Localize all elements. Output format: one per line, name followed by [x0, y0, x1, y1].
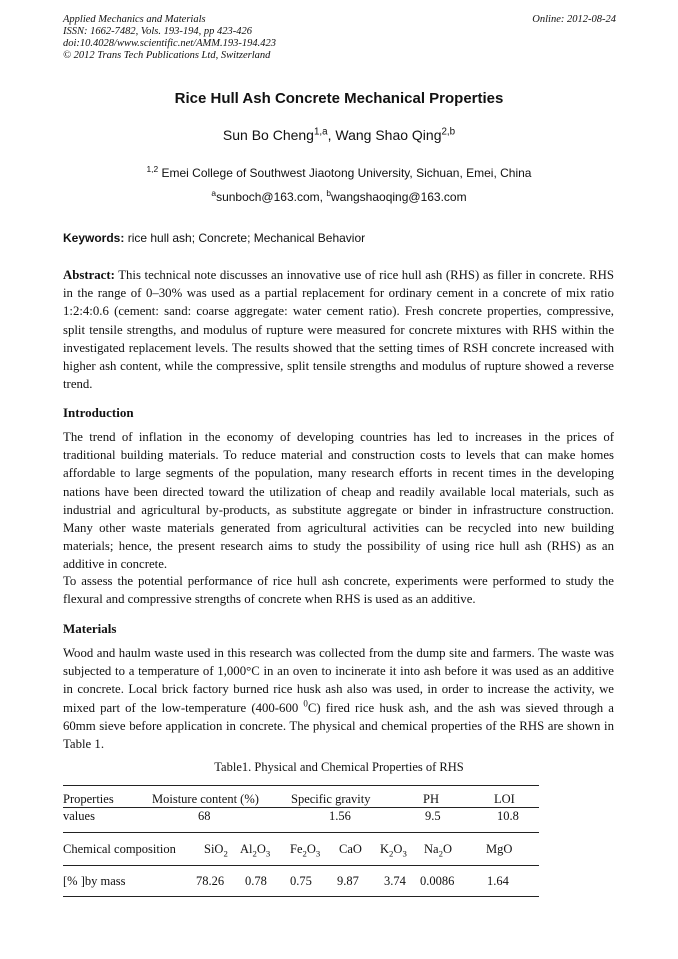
email-a: sunboch@163.com,	[216, 190, 327, 204]
keywords-label: Keywords:	[63, 231, 125, 245]
na2o-base-2: O	[442, 842, 452, 856]
materials-heading: Materials	[63, 621, 117, 636]
table-bottom-rule	[63, 896, 539, 897]
fe2o3-sub-1: 2	[302, 848, 307, 859]
affiliation	[0, 166, 678, 180]
introduction-heading: Introduction	[63, 405, 134, 420]
table-cell-na2o	[424, 842, 452, 857]
copyright-line: © 2012 Trans Tech Publications Ltd, Switzerland	[63, 50, 271, 61]
materials-degree-sup: 0	[303, 698, 308, 709]
fe2o3-base-2: O	[306, 842, 316, 856]
paper-title: Rice Hull Ash Concrete Mechanical Properties	[174, 90, 504, 107]
al2o3-base-2: O	[256, 842, 266, 856]
table-cell-mass-mgo: 1.64	[487, 874, 509, 888]
table-cell-mass-na2o: 0.0086	[420, 874, 455, 888]
k2o3-base-2: O	[393, 842, 403, 856]
sio2-base: SiO	[204, 842, 224, 856]
journal-name: Applied Mechanics and Materials	[63, 14, 206, 25]
k2o3-base-1: K	[380, 842, 390, 856]
abstract-label: Abstract:	[63, 268, 115, 282]
abstract-text: This technical note discusses an innovative use of rice hull ash (RHS) as filler in concrete. RHS in the range of 0–30% was used as a partial replacement for ordinary cement in a concrete of mix ratio 1:2:4:0.6 (cement: sand: coarse aggregate: water cement ratio). Fresh concrete properties, compressive, split tensile strengths, and modulus of rupture were measured for concrete mixtures with RHS within the investigated replacement levels. The results showed that the setting times of RSH concrete increased with higher ash content, while the compressive, split tensile strengths and modulus of rupture showed a reverse trend.	[63, 268, 614, 392]
online-date: Online: 2012-08-24	[532, 14, 616, 25]
al2o3-sub-2: 3	[265, 848, 271, 859]
table-cell-loi: 10.8	[497, 809, 519, 823]
k2o3-sub-1: 2	[389, 848, 394, 859]
author-1: Sun Bo Cheng	[222, 127, 314, 143]
k2o3-sub-2: 3	[402, 848, 407, 859]
keywords	[63, 231, 365, 245]
table-header-loi: LOI	[494, 792, 515, 806]
author-1-sup: 1,a	[313, 126, 328, 138]
materials-text-1: Wood and haulm waste used in this research was collected from the dump site and farmers. The waste was subjected to a temperature of 1,000°C in an oven to incinerate it into ash before it was used as an additive in concrete. Local brick factory burned rice husk ash also was used, in order to increase the activity, we mixed part of the low-temperature (400-600	[63, 646, 614, 715]
issn-line: ISSN: 1662-7482, Vols. 193-194, pp 423-426	[63, 26, 252, 37]
table-mid-rule	[63, 832, 539, 833]
table-caption: Table1. Physical and Chemical Properties of RHS	[214, 760, 464, 774]
table-cell-cao: CaO	[339, 842, 362, 856]
introduction-paragraph-1: The trend of inflation in the economy of developing countries has led to increases in the prices of traditional building materials. To reduce material and construction costs to levels that can make homes affordable to large segments of the population, many research efforts in recent times in the developing nations have been directed toward the utilization of cheap and readily available local materials, such as industrial and agricultural by-products, as substitute aggregate or binder in infrastructure construction. Many other waste materials generated from agricultural activities can be recycled into new building materials; hence, the present research aims to study the possibility of using rice hull ash (RHS) as an additive in concrete.	[63, 430, 614, 572]
na2o-base-1: Na	[424, 842, 439, 856]
table-cell-gravity: 1.56	[329, 809, 351, 823]
materials-paragraph	[63, 644, 614, 753]
table-cell-al2o3	[240, 842, 270, 857]
table-cell-mass-sio2: 78.26	[196, 874, 225, 888]
al2o3-base-1: Al	[240, 842, 253, 856]
author-line	[0, 127, 678, 143]
fe2o3-sub-2: 3	[315, 848, 321, 859]
author-2-sup: 2,b	[441, 126, 456, 138]
materials-text-2: C) fired rice husk ash, and the ash was sieved through a 60mm sieve before application in concrete. The physical and chemical properties of the RHS are shown in Table 1.	[63, 700, 614, 752]
journal-meta	[63, 14, 276, 62]
table-cell-mgo: MgO	[486, 842, 513, 856]
keywords-text: rice hull ash; Concrete; Mechanical Behavior	[124, 231, 366, 245]
table-cell-mass-fe2o3: 0.75	[290, 874, 312, 888]
table-cell-chemical-label: Chemical composition	[63, 842, 176, 856]
na2o-sub: 2	[438, 848, 443, 859]
table-top-rule	[63, 785, 539, 786]
email-line	[0, 190, 678, 204]
table-lower-rule	[63, 865, 539, 866]
table-cell-ph: 9.5	[425, 809, 441, 823]
fe2o3-base-1: Fe	[290, 842, 303, 856]
table-header-moisture: Moisture content (%)	[152, 792, 259, 806]
table-header-properties: Properties	[63, 792, 114, 806]
affiliation-text: Emei College of Southwest Jiaotong University, Sichuan, Emei, China	[158, 166, 532, 180]
author-separator: ,	[327, 127, 336, 143]
al2o3-sub-1: 2	[252, 848, 257, 859]
sio2-sub: 2	[223, 848, 228, 859]
table-cell-k2o3	[380, 842, 407, 857]
table-cell-mass-k2o3: 3.74	[384, 874, 406, 888]
introduction-paragraph-2: To assess the potential performance of rice hull ash concrete, experiments were performed to study the flexural and compressive strengths of concrete when RHS is used as an additive.	[63, 574, 614, 607]
affiliation-sup: 1,2	[146, 164, 159, 174]
email-b: wangshaoqing@163.com	[330, 190, 467, 204]
table-cell-fe2o3	[290, 842, 320, 857]
table-cell-mass-cao: 9.87	[337, 874, 359, 888]
table-cell-sio2	[204, 842, 228, 857]
table-header-gravity: Specific gravity	[291, 792, 371, 806]
abstract	[63, 266, 614, 393]
table-cell-moisture: 68	[198, 809, 211, 823]
table-cell-mass-al2o3: 0.78	[245, 874, 267, 888]
table-header-rule	[63, 807, 539, 808]
table-cell-mass-label: [% ]by mass	[63, 874, 126, 888]
table-header-ph: PH	[423, 792, 439, 806]
doi-line: doi:10.4028/www.scientific.net/AMM.193-194.423	[63, 38, 276, 49]
email-a-sup: a	[211, 188, 217, 198]
author-2: Wang Shao Qing	[335, 127, 442, 143]
table-cell-values-label: values	[63, 809, 95, 823]
email-b-sup: b	[326, 188, 331, 198]
